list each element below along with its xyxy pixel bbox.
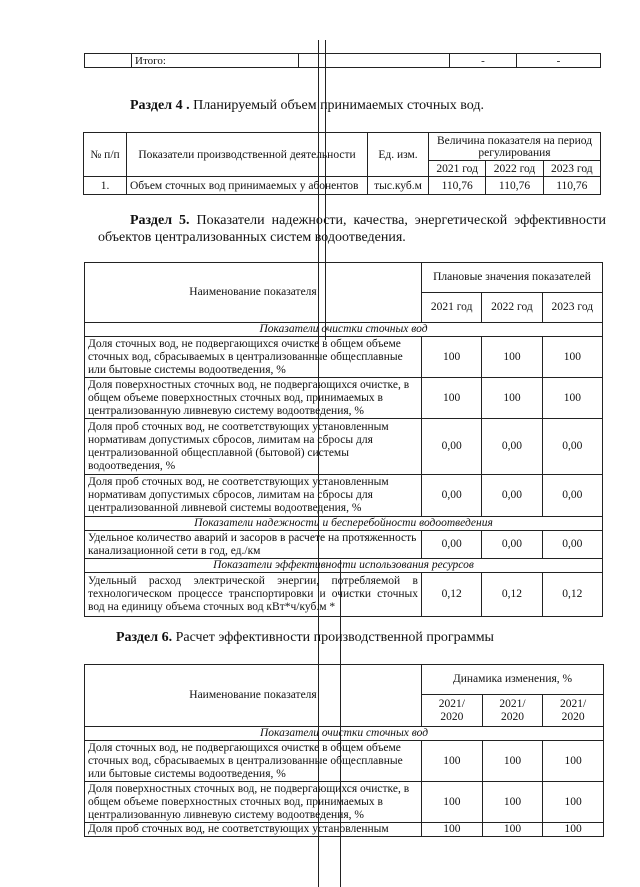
col-plan-header: Плановые значения показателей [422, 263, 603, 293]
year-header: 2022 год [482, 293, 542, 323]
col-name-header: Наименование показателя [85, 263, 422, 323]
col-value-header: Величина показателя на период регулирования [429, 133, 601, 161]
section-6-title: Раздел 6. Расчет эффективности производственной программы [116, 630, 494, 645]
table-row: Доля поверхностных сточных вод, не подвергающихся очистке, в общем объеме поверхностных сточных вод, принимаемых в централизованную ливневую систему водоотведения, % 100 100 100 [85, 782, 604, 823]
table-row: Доля поверхностных сточных вод, не подвергающихся очистке, в общем объеме поверхностных сточных вод, принимаемых в централизованную ливневую систему водоотведения, % 100 100 100 [85, 378, 603, 419]
group-header: Показатели очистки сточных вод [85, 727, 604, 741]
section-6-table [84, 664, 604, 837]
year-header: 2023 год [542, 293, 602, 323]
col-unit-header: Ед. изм. [368, 133, 429, 177]
table-row: Удельный расход электрической энергии, потребляемой в технологическом процессе транспортировки и очистки сточных вод на единицу объема сточных вод кВт*ч/куб.м * 0,12 0,12 0,12 [85, 573, 603, 617]
year-header: 2021/ 2020 [422, 695, 483, 727]
year-header: 2021/ 2020 [543, 695, 604, 727]
col-num-header: № п/п [84, 133, 127, 177]
table-row: Доля проб сточных вод, не соответствующих установленным 100 100 100 [85, 823, 604, 837]
section-4-title: Раздел 4 . Планируемый объем принимаемых сточных вод. [130, 98, 484, 113]
itogo-value: - [517, 54, 601, 68]
table-row: Доля сточных вод, не подвергающихся очистке в общем объеме сточных вод, сбрасываемых в централизованные общесплавные или бытовые системы водоотведения, % 100 100 100 [85, 741, 604, 782]
year-header: 2021/ 2020 [482, 695, 543, 727]
itogo-table [84, 53, 601, 68]
section-5-title: Раздел 5. Показатели надежности, качества, энергетической эффективности объектов централизованных систем водоотведения. [98, 213, 606, 245]
table-row: Доля проб сточных вод, не соответствующих установленным нормативам допустимых сбросов, лимитам на сбросы для централизованной общесплавной (бытовой) системы водоотведения, % 0,00 0,00 0,00 [85, 419, 603, 475]
col-dyn-header: Динамика изменения, % [422, 665, 604, 695]
table-row: 1. Объем сточных вод принимаемых у абонентов тыс.куб.м 110,76 110,76 110,76 [84, 177, 601, 195]
itogo-label: Итого: [132, 54, 299, 68]
itogo-value: - [450, 54, 517, 68]
group-header: Показатели надежности и бесперебойности водоотведения [85, 517, 603, 531]
col-name-header: Показатели производственной деятельности [127, 133, 368, 177]
group-header: Показатели эффективности использования ресурсов [85, 559, 603, 573]
col-name-header: Наименование показателя [85, 665, 422, 727]
year-header: 2021 год [429, 161, 486, 177]
year-header: 2022 год [486, 161, 543, 177]
year-header: 2021 год [422, 293, 482, 323]
year-header: 2023 год [543, 161, 600, 177]
table-row: Доля сточных вод, не подвергающихся очистке в общем объеме сточных вод, сбрасываемых в централизованные общесплавные или бытовые системы водоотведения, % 100 100 100 [85, 337, 603, 378]
table-row: Удельное количество аварий и засоров в расчете на протяженность канализационной сети в год, ед./км 0,00 0,00 0,00 [85, 531, 603, 559]
group-header: Показатели очистки сточных вод [85, 323, 603, 337]
table-row: Доля проб сточных вод, не соответствующих установленным нормативам допустимых сбросов, лимитам на сбросы для централизованной ливневой системы водоотведения, % 0,00 0,00 0,00 [85, 475, 603, 517]
section-5-table [84, 262, 603, 617]
section-4-table [83, 132, 601, 195]
